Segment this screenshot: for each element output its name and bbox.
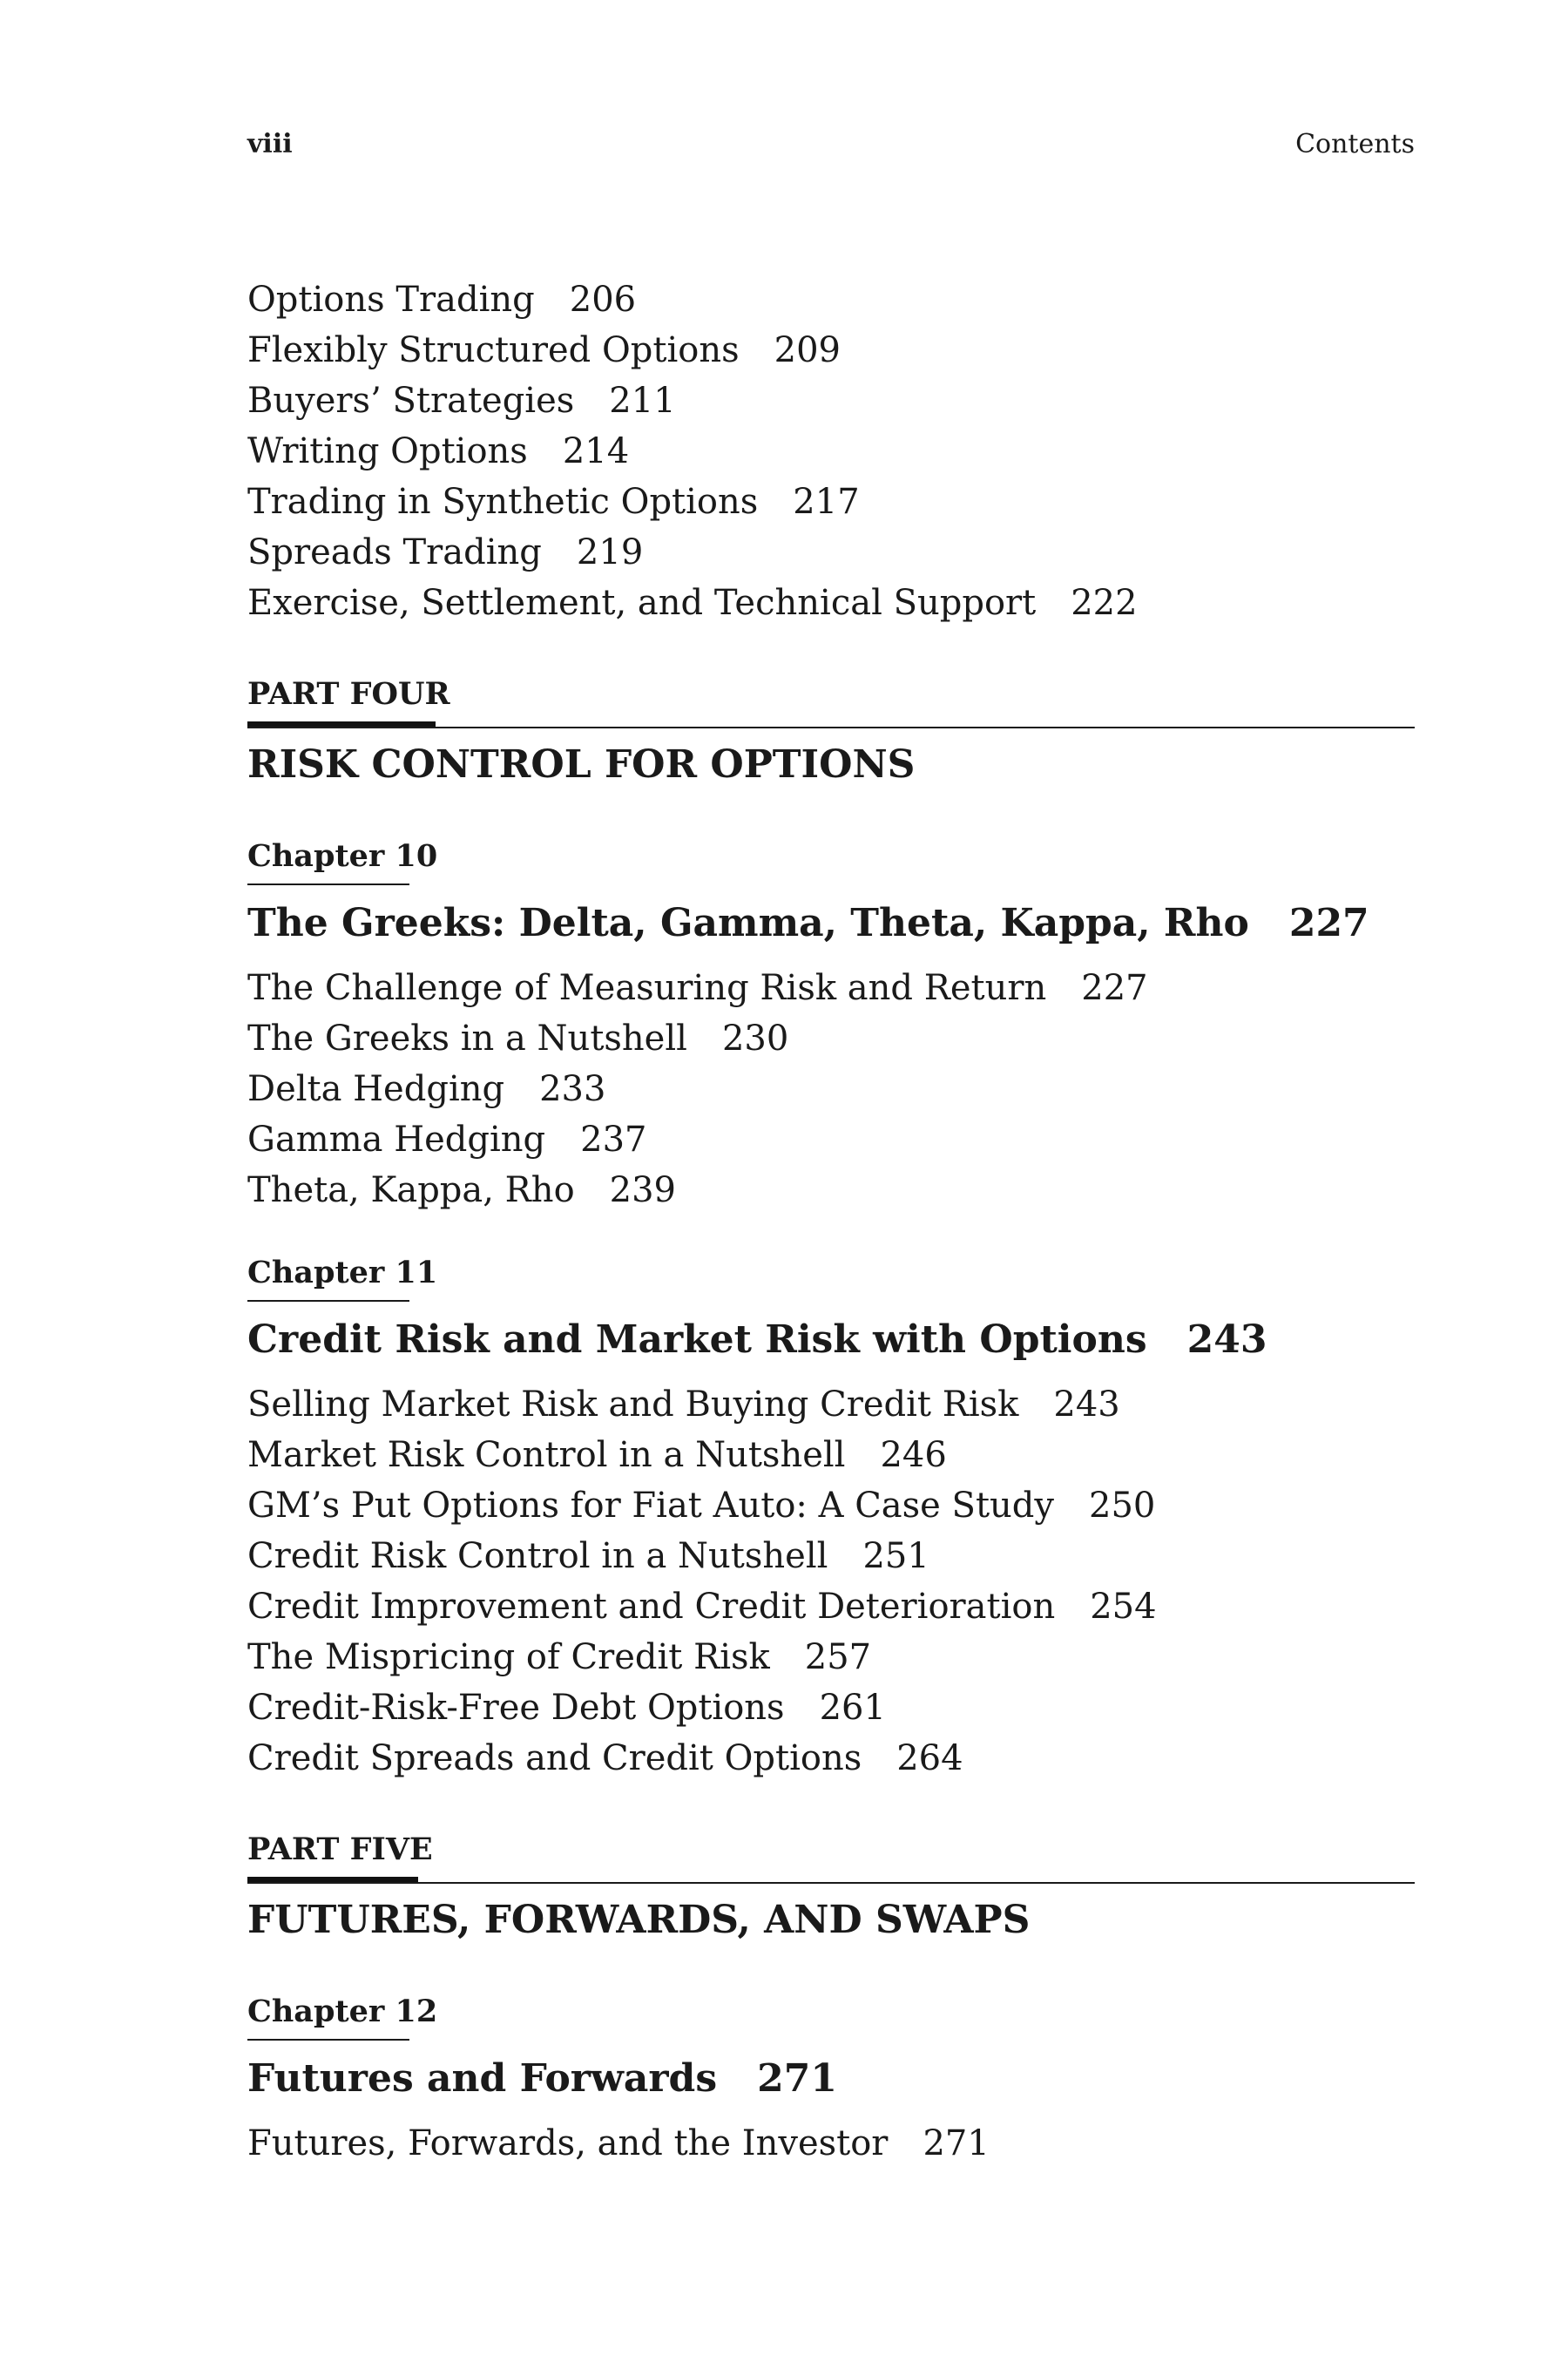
- entry-title: Theta, Kappa, Rho: [247, 1170, 575, 1210]
- chapter-label: Chapter 12: [247, 1994, 438, 2029]
- part-divider-rule: [247, 727, 1415, 728]
- entry-title: Writing Options: [247, 431, 528, 471]
- entry-title: Delta Hedging: [247, 1069, 505, 1109]
- toc-entry: [247, 1117, 647, 1162]
- entry-page-number: 233: [539, 1069, 606, 1109]
- part-divider-rule: [247, 1882, 1415, 1884]
- toc-entry: [247, 1584, 1157, 1629]
- entry-page-number: 209: [774, 330, 841, 370]
- entry-title: Trading in Synthetic Options: [247, 482, 759, 522]
- part-title: FUTURES, FORWARDS, AND SWAPS: [247, 1898, 1031, 1942]
- entry-page-number: 219: [576, 532, 644, 572]
- entry-title: The Challenge of Measuring Risk and Return: [247, 968, 1047, 1008]
- toc-entry: [247, 1168, 676, 1213]
- entry-page-number: 243: [1053, 1384, 1120, 1425]
- entry-title: Exercise, Settlement, and Technical Support: [247, 583, 1037, 623]
- toc-entry: [247, 2121, 990, 2166]
- chapter-label-rule: [247, 884, 409, 885]
- entry-title: Selling Market Risk and Buying Credit Risk: [247, 1384, 1019, 1425]
- toc-entry: [247, 1066, 605, 1112]
- toc-entry: [247, 1382, 1120, 1427]
- toc-entry: [247, 530, 643, 575]
- entry-title: Credit Spreads and Credit Options: [247, 1738, 862, 1778]
- toc-page: [247, 0, 1415, 2356]
- entry-title: GM’s Put Options for Fiat Auto: A Case Study: [247, 1486, 1054, 1526]
- entry-page-number: 254: [1090, 1587, 1157, 1627]
- entry-page-number: 222: [1071, 583, 1138, 623]
- entry-page-number: 206: [569, 280, 637, 320]
- toc-entry: [247, 1635, 871, 1680]
- toc-entry: [247, 429, 629, 474]
- chapter-title-text: Credit Risk and Market Risk with Options: [247, 1317, 1147, 1362]
- chapter-label: Chapter 10: [247, 838, 438, 874]
- entry-title: The Greeks in a Nutshell: [247, 1019, 687, 1059]
- entry-page-number: 217: [793, 482, 860, 522]
- chapter-label-rule: [247, 1300, 409, 1302]
- toc-entry: [247, 1432, 947, 1478]
- chapter-page-number: 271: [757, 2056, 837, 2101]
- entry-page-number: 230: [721, 1019, 789, 1059]
- toc-entry: [247, 580, 1138, 626]
- chapter-title: [247, 901, 1369, 945]
- part-title: RISK CONTROL FOR OPTIONS: [247, 742, 916, 787]
- chapter-title-text: The Greeks: Delta, Gamma, Theta, Kappa, Rho: [247, 901, 1249, 945]
- running-title: Contents: [1295, 129, 1415, 159]
- entry-page-number: 257: [804, 1637, 872, 1677]
- chapter-title: [247, 1317, 1267, 1362]
- entry-page-number: 251: [862, 1536, 929, 1576]
- entry-title: Buyers’ Strategies: [247, 381, 575, 421]
- entry-title: Options Trading: [247, 280, 535, 320]
- entry-title: Futures, Forwards, and the Investor: [247, 2123, 889, 2163]
- chapter-label-rule: [247, 2039, 409, 2041]
- toc-entry: [247, 328, 841, 373]
- chapter-page-number: 227: [1288, 901, 1369, 945]
- toc-entry: [247, 1736, 963, 1781]
- entry-page-number: 237: [580, 1120, 647, 1160]
- toc-entry: [247, 1016, 788, 1061]
- part-label: PART FOUR: [247, 676, 450, 712]
- toc-entry: [247, 1685, 886, 1730]
- chapter-title: [247, 2056, 837, 2101]
- toc-entry: [247, 277, 636, 322]
- entry-page-number: 246: [880, 1435, 947, 1475]
- entry-title: Credit Risk Control in a Nutshell: [247, 1536, 828, 1576]
- entry-page-number: 261: [819, 1688, 886, 1728]
- entry-page-number: 214: [562, 431, 630, 471]
- toc-entry: [247, 965, 1148, 1011]
- chapter-label: Chapter 11: [247, 1255, 438, 1290]
- entry-page-number: 239: [609, 1170, 677, 1210]
- entry-title: Credit-Risk-Free Debt Options: [247, 1688, 785, 1728]
- chapter-page-number: 243: [1186, 1317, 1267, 1362]
- entry-page-number: 250: [1089, 1486, 1156, 1526]
- entry-title: Gamma Hedging: [247, 1120, 546, 1160]
- entry-title: The Mispricing of Credit Risk: [247, 1637, 770, 1677]
- entry-title: Credit Improvement and Credit Deterioration: [247, 1587, 1056, 1627]
- entry-page-number: 271: [923, 2123, 990, 2163]
- toc-entry: [247, 1483, 1155, 1528]
- entry-page-number: 227: [1081, 968, 1148, 1008]
- toc-entry: [247, 378, 676, 423]
- entry-page-number: 211: [609, 381, 676, 421]
- entry-title: Market Risk Control in a Nutshell: [247, 1435, 846, 1475]
- entry-page-number: 264: [896, 1738, 963, 1778]
- entry-title: Spreads Trading: [247, 532, 542, 572]
- toc-entry: [247, 479, 860, 525]
- chapter-title-text: Futures and Forwards: [247, 2056, 718, 2101]
- running-head: [247, 129, 1415, 167]
- entry-title: Flexibly Structured Options: [247, 330, 740, 370]
- page-folio: viii: [247, 129, 293, 159]
- part-label: PART FIVE: [247, 1831, 433, 1867]
- toc-entry: [247, 1533, 929, 1579]
